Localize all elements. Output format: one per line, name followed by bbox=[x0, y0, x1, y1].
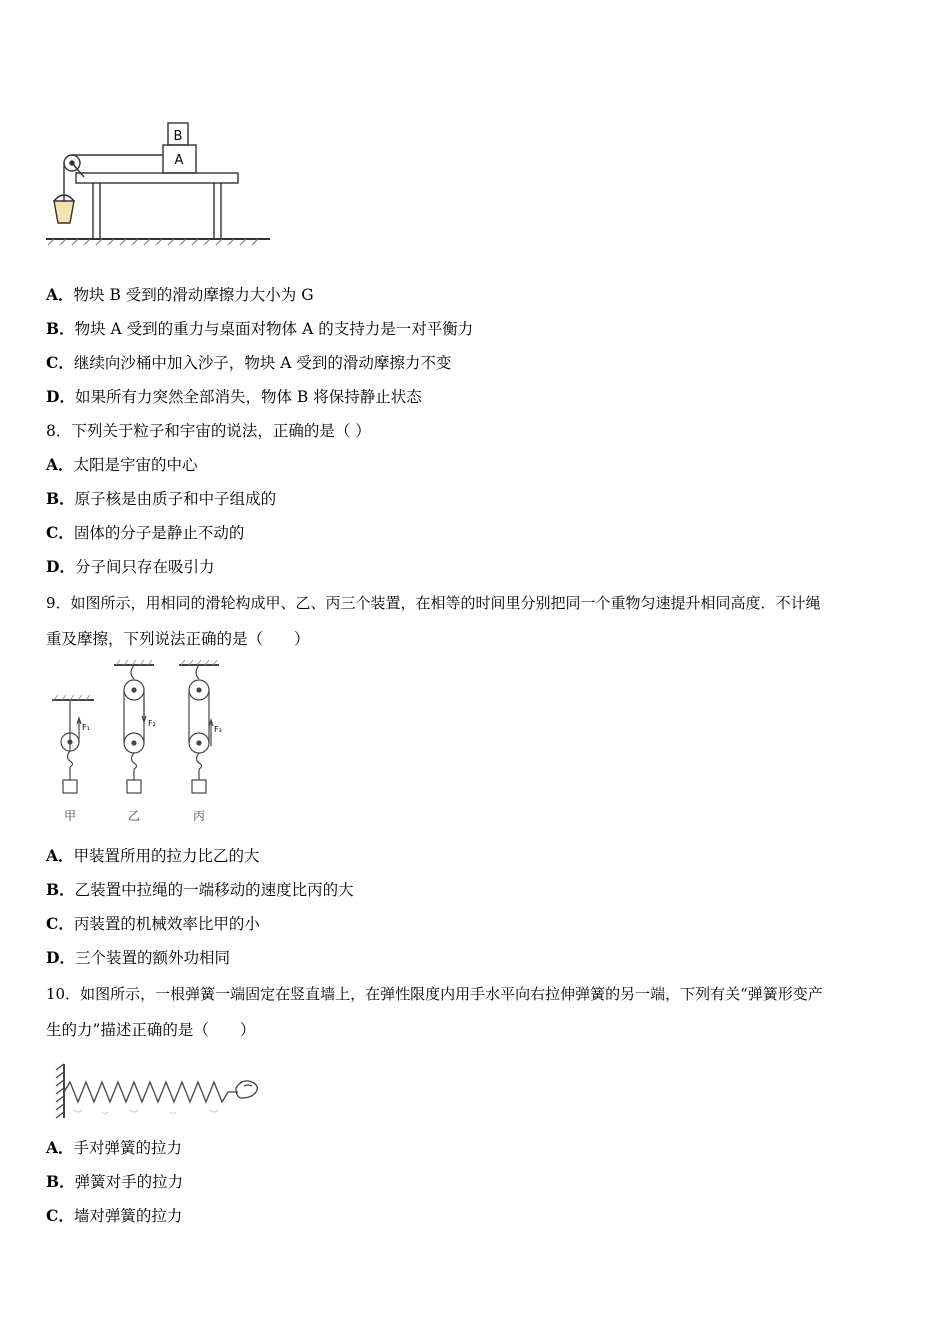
q9-stem-line1: 9．如图所示，用相同的滑轮构成甲、乙、丙三个装置，在相等的时间里分别把同一个重物匀速提升相同高度．不计绳 bbox=[46, 594, 821, 612]
q9-stem-line2: 重及摩擦，下列说法正确的是（ ） bbox=[46, 630, 310, 648]
f1-label: F₁ bbox=[82, 723, 90, 732]
q10-option-b: B．弹簧对手的拉力 bbox=[46, 1172, 184, 1191]
table-pulley-figure bbox=[40, 115, 280, 250]
q8-option-a: A．太阳是宇宙的中心 bbox=[46, 455, 198, 474]
q7-option-b: B．物块 A 受到的重力与桌面对物体 A 的支持力是一对平衡力 bbox=[46, 319, 474, 338]
jia-label: 甲 bbox=[63, 809, 77, 823]
block-a-label: A bbox=[174, 153, 184, 168]
f3-label: F₃ bbox=[214, 725, 222, 734]
q8-option-d: D．分子间只存在吸引力 bbox=[46, 557, 215, 576]
table-top bbox=[76, 173, 238, 183]
q9-option-a: A．甲装置所用的拉力比乙的大 bbox=[46, 846, 260, 865]
q8-option-b: B．原子核是由质子和中子组成的 bbox=[46, 489, 277, 508]
f2-label: F₂ bbox=[148, 719, 156, 728]
q7-option-c: C．继续向沙桶中加入沙子，物块 A 受到的滑动摩擦力不变 bbox=[46, 353, 452, 372]
jia-weight bbox=[63, 780, 77, 793]
pulley-systems-figure bbox=[44, 660, 244, 830]
q9-option-b: B．乙装置中拉绳的一端移动的速度比丙的大 bbox=[46, 880, 354, 899]
hand-icon bbox=[236, 1081, 257, 1098]
q8-stem: 8．下列关于粒子和宇宙的说法，正确的是（ ） bbox=[46, 422, 371, 440]
q7-option-a: A．物块 B 受到的滑动摩擦力大小为 G bbox=[46, 285, 314, 304]
yi-weight bbox=[127, 780, 141, 793]
q7-option-d: D．如果所有力突然全部消失，物体 B 将保持静止状态 bbox=[46, 387, 422, 406]
q8-option-c: C．固体的分子是静止不动的 bbox=[46, 523, 245, 542]
yi-label: 乙 bbox=[127, 809, 141, 823]
q10-stem-line2: 生的力”描述正确的是（ ） bbox=[46, 1021, 256, 1039]
block-b-label: B bbox=[173, 129, 183, 144]
sand-bucket-icon bbox=[54, 201, 74, 223]
spring-wall-figure bbox=[50, 1060, 270, 1122]
q10-stem-line1: 10．如图所示，一根弹簧一端固定在竖直墙上，在弹性限度内用手水平向右拉伸弹簧的另一端，下列有关“弹簧形变产 bbox=[46, 985, 823, 1003]
bing-weight bbox=[192, 780, 206, 793]
q9-option-d: D．三个装置的额外功相同 bbox=[46, 948, 230, 967]
q9-option-c: C．丙装置的机械效率比甲的小 bbox=[46, 914, 260, 933]
spring-icon bbox=[64, 1082, 238, 1102]
q10-option-a: A．手对弹簧的拉力 bbox=[46, 1138, 183, 1157]
bing-label: 丙 bbox=[192, 809, 206, 823]
q10-option-c: C．墙对弹簧的拉力 bbox=[46, 1206, 183, 1225]
